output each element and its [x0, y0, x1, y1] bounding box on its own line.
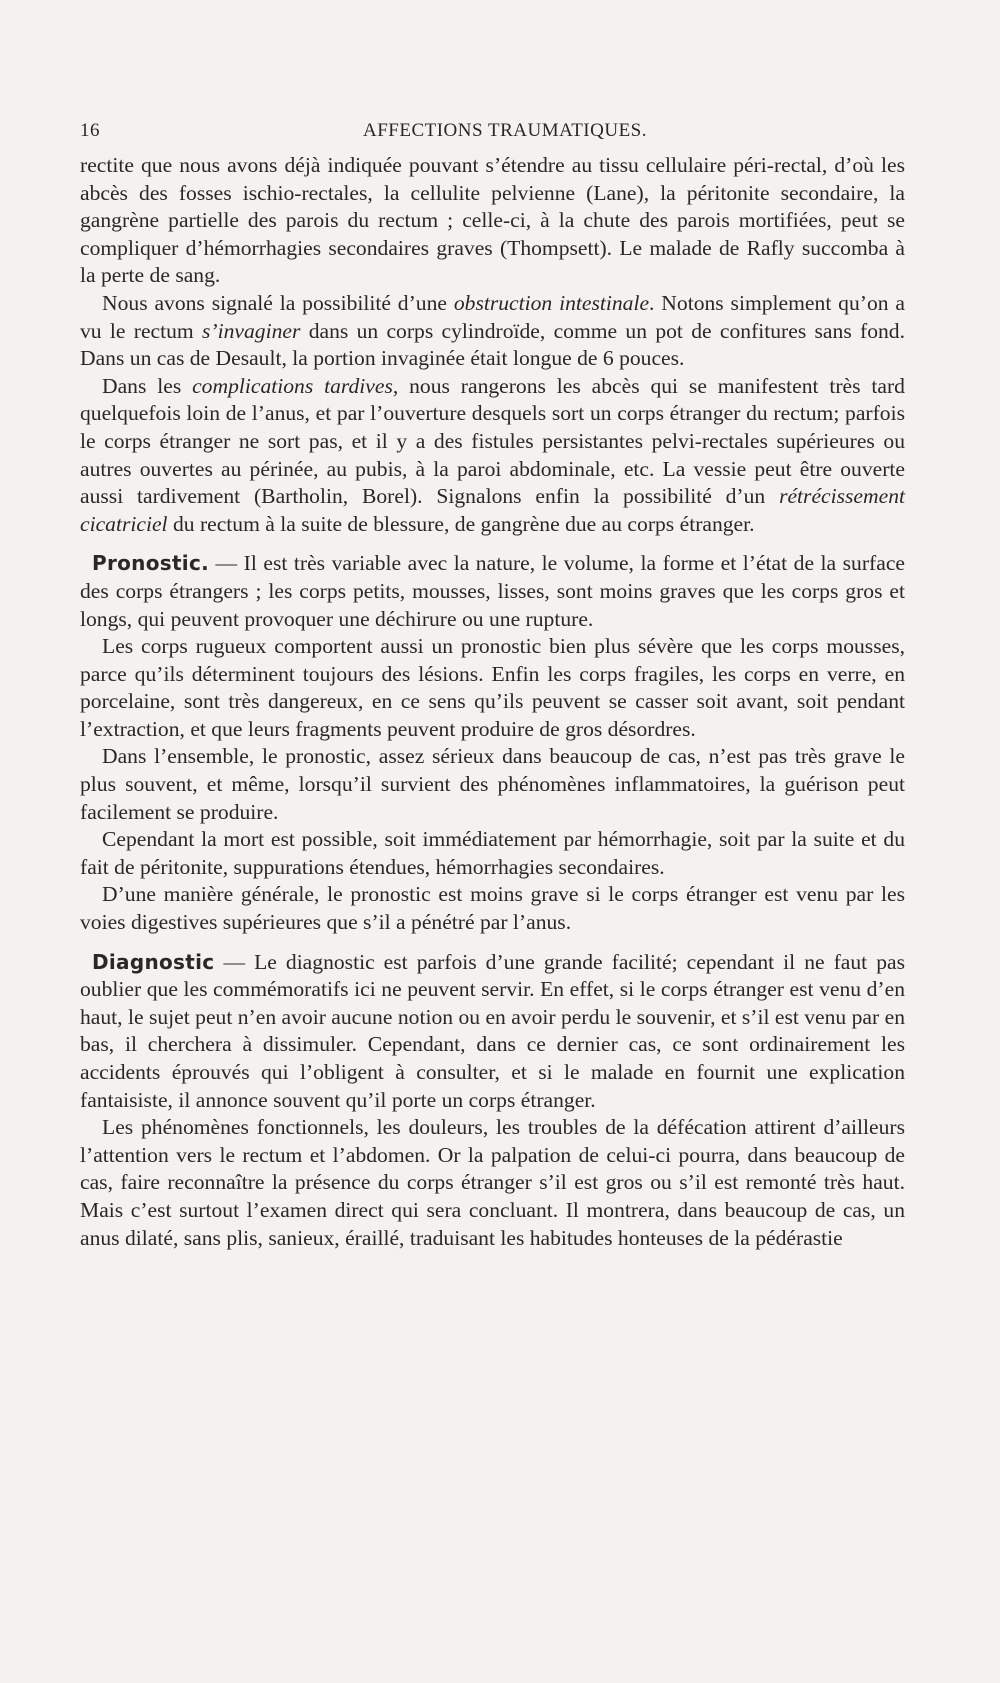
p3-text-c: , nous rangerons les abcès qui se manifestent très tard quelquefois loin de l’anus, et par l’ouverture desquels sort un corps étranger du rectum; parfois le corps étranger ne sort pas, et il y a des fistules persistantes pelvi-rectales supérieures ou autres ouvertes au périnée, au pubis, à la paroi abdominale, etc. La vessie peut être ouverte aussi tardivement (Bartholin, Borel). Signalons enfin la possibilité d’un — [80, 373, 905, 509]
paragraph-pronostic — [80, 550, 905, 633]
section-heading-diagnostic: Diagnostic — [92, 949, 215, 974]
paragraph-3 — [80, 373, 905, 539]
page-number: 16 — [80, 120, 100, 141]
p3-text-a: Dans les — [102, 373, 193, 398]
diagnostic-text: — Le diagnostic est parfois d’une grande facilité; cependant il ne faut pas oublier que les commémoratifs ici ne peuvent servir. En effet, si le corps étranger est venu d’en haut, le sujet peut n’en avoir aucune notion ou en avoir perdu le souvenir, et s’il est venu par en bas, il cherchera à dissimuler. Cependant, dans ce dernier cas, ce sont ordinairement les accidents éprouvés qui l’obligent à consulter, et si le malade en fournit une explication fantaisiste, il annonce souvent qu’il porte un corps étranger. — [80, 949, 905, 1112]
p2-text-c: . Notons simplement qu’on a vu le rectum — [80, 290, 905, 343]
paragraph-1: rectite que nous avons déjà indiquée pouvant s’étendre au tissu cellulaire péri-rectal, d’où les abcès des fosses ischio-rectales, la cellulite pelvienne (Lane), la péritonite secondaire, la gangrène partielle des parois du rectum ; celle-ci, à la chute des parois mortifiées, peut se compliquer d’hémorrhagies secondaires graves (Thompsett). Le malade de Rafly succomba à la perte de sang. — [80, 153, 905, 288]
paragraph-diagnostic — [80, 949, 905, 1115]
section-heading-pronostic: Pronostic. — [92, 551, 210, 576]
body-text — [80, 152, 905, 1252]
p2-text-e: dans un corps cylindroïde, comme un pot de confitures sans fond. Dans un cas de Desault, la portion invaginée était longue de 6 pouces. — [80, 318, 905, 371]
p2-italic-invaginer: s’invaginer — [202, 318, 301, 343]
paragraph-5: Les corps rugueux comportent aussi un pronostic bien plus sévère que les corps mousses, parce qu’ils déterminent toujours des lésions. Enfin les corps fragiles, les corps en verre, en porcelaine, sont très dangereux, en ce sens qu’ils peuvent se casser soit avant, soit pendant l’extraction, et que leurs fragments peuvent produire de gros désordres. — [80, 634, 905, 741]
p3-italic-complications: complications tardives — [192, 373, 393, 398]
paragraph-6: Dans l’ensemble, le pronostic, assez sérieux dans beaucoup de cas, n’est pas très grave le plus souvent, et même, lorsqu’il survient des phénomènes inflammatoires, la guérison peut facilement se produire. — [80, 744, 905, 824]
page-header — [80, 120, 910, 150]
pronostic-text: — Il est très variable avec la nature, le volume, la forme et l’état de la surface des corps étrangers ; les corps petits, mousses, lisses, sont moins graves que les corps gros et longs, qui peuvent provoquer une déchirure ou une rupture. — [80, 551, 905, 631]
paragraph-2 — [80, 290, 905, 373]
paragraph-8: D’une manière générale, le pronostic est moins grave si le corps étranger est venu par les voies digestives supérieures que s’il a pénétré par l’anus. — [80, 882, 905, 935]
paragraph-10: Les phénomènes fonctionnels, les douleurs, les troubles de la défécation attirent d’ailleurs l’attention vers le rectum et l’abdomen. Or la palpation de celui-ci pourra, dans beaucoup de cas, faire reconnaître la présence du corps étranger s’il est gros ou s’il est remonté très haut. Mais c’est surtout l’examen direct qui sera concluant. Il montrera, dans beaucoup de cas, un anus dilaté, sans plis, sanieux, éraillé, traduisant les habitudes honteuses de la pédérastie — [80, 1115, 905, 1250]
p2-text-a: Nous avons signalé la possibilité d’une — [102, 290, 454, 315]
running-title: AFFECTIONS TRAUMATIQUES. — [362, 120, 647, 141]
p2-italic-obstruction: obstruction intestinale — [453, 290, 650, 315]
p3-text-e: du rectum à la suite de blessure, de gangrène due au corps étranger. — [167, 511, 755, 536]
p3-italic-retrecissement: rétrécissement cicatriciel — [80, 484, 905, 536]
paragraph-7: Cependant la mort est possible, soit immédiatement par hémorrhagie, soit par la suite et du fait de péritonite, suppurations étendues, hémorrhagies secondaires. — [80, 827, 905, 879]
